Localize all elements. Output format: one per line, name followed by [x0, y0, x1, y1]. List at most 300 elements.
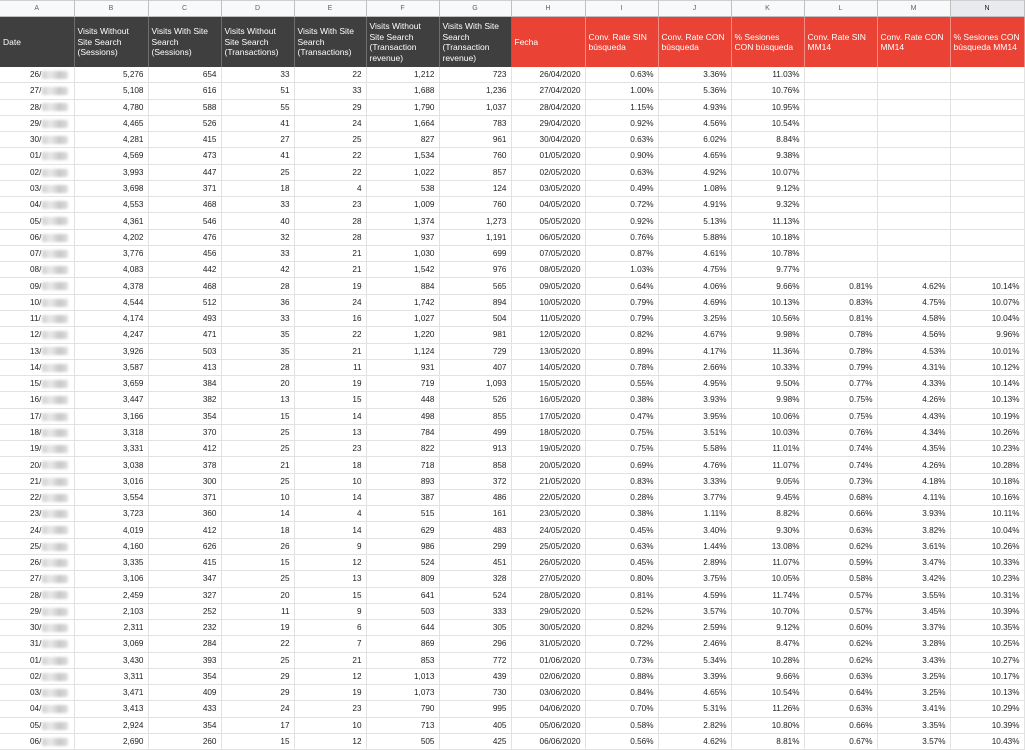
data-cell[interactable]: 2,103	[74, 603, 148, 619]
data-cell[interactable]: 378	[148, 457, 221, 473]
data-cell[interactable]: 354	[148, 668, 221, 684]
data-cell[interactable]: 10.33%	[731, 359, 804, 375]
data-cell[interactable]: 1,027	[366, 310, 439, 326]
data-cell[interactable]: 0.68%	[804, 489, 877, 505]
data-cell[interactable]: 0.63%	[585, 164, 658, 180]
date-cell[interactable]	[0, 571, 74, 587]
data-cell[interactable]: 10.14%	[950, 278, 1024, 294]
header-cell[interactable]: Conv. Rate CON búsqueda	[658, 17, 731, 68]
data-cell[interactable]: 21	[294, 262, 366, 278]
data-cell[interactable]: 447	[148, 164, 221, 180]
data-cell[interactable]: 730	[439, 685, 511, 701]
data-cell[interactable]: 15	[221, 733, 294, 749]
data-cell[interactable]: 0.82%	[585, 620, 658, 636]
data-cell[interactable]: 9	[294, 538, 366, 554]
data-cell[interactable]: 783	[439, 115, 511, 131]
data-cell[interactable]: 9.32%	[731, 197, 804, 213]
data-cell[interactable]: 822	[366, 441, 439, 457]
data-cell[interactable]: 7	[294, 636, 366, 652]
data-cell[interactable]: 296	[439, 636, 511, 652]
data-cell[interactable]: 471	[148, 327, 221, 343]
data-cell[interactable]: 354	[148, 717, 221, 733]
data-cell[interactable]: 0.56%	[585, 733, 658, 749]
data-cell[interactable]: 371	[148, 180, 221, 196]
data-cell[interactable]	[804, 132, 877, 148]
data-cell[interactable]: 468	[148, 278, 221, 294]
data-cell[interactable]: 3.93%	[658, 392, 731, 408]
data-cell[interactable]: 4,083	[74, 262, 148, 278]
data-cell[interactable]: 9.77%	[731, 262, 804, 278]
data-cell[interactable]: 588	[148, 99, 221, 115]
data-cell[interactable]	[804, 115, 877, 131]
header-cell[interactable]: Conv. Rate SIN MM14	[804, 17, 877, 68]
data-cell[interactable]	[950, 164, 1024, 180]
date-cell[interactable]	[0, 310, 74, 326]
data-cell[interactable]: 16/05/2020	[511, 392, 585, 408]
data-cell[interactable]: 10.39%	[950, 717, 1024, 733]
data-cell[interactable]: 1,742	[366, 294, 439, 310]
data-cell[interactable]: 0.90%	[585, 148, 658, 164]
data-cell[interactable]: 29	[294, 99, 366, 115]
date-cell[interactable]	[0, 148, 74, 164]
data-cell[interactable]: 3.40%	[658, 522, 731, 538]
data-cell[interactable]: 25	[221, 473, 294, 489]
date-cell[interactable]	[0, 603, 74, 619]
data-cell[interactable]	[877, 67, 950, 83]
data-cell[interactable]: 11.07%	[731, 457, 804, 473]
data-cell[interactable]: 0.59%	[804, 554, 877, 570]
data-cell[interactable]: 986	[366, 538, 439, 554]
data-cell[interactable]: 14/05/2020	[511, 359, 585, 375]
data-cell[interactable]: 0.92%	[585, 115, 658, 131]
data-cell[interactable]: 3,993	[74, 164, 148, 180]
data-cell[interactable]: 10.23%	[950, 571, 1024, 587]
data-cell[interactable]: 05/05/2020	[511, 213, 585, 229]
data-cell[interactable]	[877, 99, 950, 115]
data-cell[interactable]: 760	[439, 197, 511, 213]
data-cell[interactable]: 4.58%	[877, 310, 950, 326]
header-cell[interactable]: Fecha	[511, 17, 585, 68]
data-cell[interactable]: 25	[294, 132, 366, 148]
data-cell[interactable]: 4.35%	[877, 441, 950, 457]
data-cell[interactable]: 10.80%	[731, 717, 804, 733]
data-cell[interactable]: 11	[221, 603, 294, 619]
data-cell[interactable]: 0.58%	[804, 571, 877, 587]
data-cell[interactable]: 1,374	[366, 213, 439, 229]
data-cell[interactable]: 19/05/2020	[511, 441, 585, 457]
data-cell[interactable]: 0.67%	[804, 733, 877, 749]
data-cell[interactable]: 10.25%	[950, 636, 1024, 652]
data-cell[interactable]: 5.31%	[658, 701, 731, 717]
data-cell[interactable]: 629	[366, 522, 439, 538]
data-cell[interactable]: 3,554	[74, 489, 148, 505]
data-cell[interactable]: 0.69%	[585, 457, 658, 473]
data-cell[interactable]: 5,108	[74, 83, 148, 99]
data-cell[interactable]: 641	[366, 587, 439, 603]
data-cell[interactable]: 4.43%	[877, 408, 950, 424]
data-cell[interactable]: 6	[294, 620, 366, 636]
data-cell[interactable]: 0.78%	[804, 327, 877, 343]
data-cell[interactable]: 55	[221, 99, 294, 115]
data-cell[interactable]: 22	[294, 67, 366, 83]
data-cell[interactable]: 8.47%	[731, 636, 804, 652]
data-cell[interactable]: 10.56%	[731, 310, 804, 326]
data-cell[interactable]	[804, 213, 877, 229]
data-cell[interactable]: 35	[221, 327, 294, 343]
data-cell[interactable]: 9.50%	[731, 376, 804, 392]
data-cell[interactable]: 29/04/2020	[511, 115, 585, 131]
data-cell[interactable]: 11.03%	[731, 67, 804, 83]
data-cell[interactable]: 3,038	[74, 457, 148, 473]
data-cell[interactable]: 4.26%	[877, 457, 950, 473]
data-cell[interactable]: 9.12%	[731, 180, 804, 196]
data-cell[interactable]: 10.35%	[950, 620, 1024, 636]
data-cell[interactable]: 3,311	[74, 668, 148, 684]
data-cell[interactable]: 10.13%	[950, 685, 1024, 701]
data-cell[interactable]	[877, 197, 950, 213]
data-cell[interactable]: 22	[294, 148, 366, 164]
data-cell[interactable]: 3,016	[74, 473, 148, 489]
data-cell[interactable]: 3.41%	[877, 701, 950, 717]
column-header-k[interactable]: K	[731, 1, 804, 17]
data-cell[interactable]	[877, 132, 950, 148]
data-cell[interactable]: 10.18%	[731, 229, 804, 245]
data-cell[interactable]: 25	[221, 164, 294, 180]
data-cell[interactable]: 1.44%	[658, 538, 731, 554]
data-cell[interactable]: 504	[439, 310, 511, 326]
data-cell[interactable]: 4.11%	[877, 489, 950, 505]
data-cell[interactable]: 0.83%	[804, 294, 877, 310]
date-cell[interactable]	[0, 245, 74, 261]
data-cell[interactable]: 1.11%	[658, 506, 731, 522]
data-cell[interactable]: 28	[221, 278, 294, 294]
date-cell[interactable]	[0, 457, 74, 473]
data-cell[interactable]: 03/05/2020	[511, 180, 585, 196]
data-cell[interactable]: 858	[439, 457, 511, 473]
data-cell[interactable]: 24	[294, 115, 366, 131]
data-cell[interactable]: 9.45%	[731, 489, 804, 505]
data-cell[interactable]: 0.74%	[804, 457, 877, 473]
date-cell[interactable]	[0, 164, 74, 180]
data-cell[interactable]: 4.65%	[658, 148, 731, 164]
data-cell[interactable]: 10	[221, 489, 294, 505]
data-cell[interactable]: 407	[439, 359, 511, 375]
data-cell[interactable]: 415	[148, 132, 221, 148]
data-cell[interactable]: 3.47%	[877, 554, 950, 570]
data-cell[interactable]: 0.84%	[585, 685, 658, 701]
data-cell[interactable]: 493	[148, 310, 221, 326]
date-cell[interactable]	[0, 636, 74, 652]
data-cell[interactable]: 546	[148, 213, 221, 229]
column-header-c[interactable]: C	[148, 1, 221, 17]
data-cell[interactable]: 260	[148, 733, 221, 749]
data-cell[interactable]: 371	[148, 489, 221, 505]
data-cell[interactable]: 04/05/2020	[511, 197, 585, 213]
data-cell[interactable]: 10.18%	[950, 473, 1024, 489]
header-cell[interactable]: Visits Without Site Search (Sessions)	[74, 17, 148, 68]
data-cell[interactable]: 869	[366, 636, 439, 652]
data-cell[interactable]: 13	[221, 392, 294, 408]
date-cell[interactable]	[0, 668, 74, 684]
data-cell[interactable]: 937	[366, 229, 439, 245]
data-cell[interactable]	[877, 164, 950, 180]
data-cell[interactable]: 719	[366, 376, 439, 392]
data-cell[interactable]: 4,160	[74, 538, 148, 554]
data-cell[interactable]: 19	[294, 376, 366, 392]
data-cell[interactable]: 0.64%	[804, 685, 877, 701]
data-cell[interactable]: 4.95%	[658, 376, 731, 392]
data-cell[interactable]: 2,459	[74, 587, 148, 603]
data-cell[interactable]: 1.15%	[585, 99, 658, 115]
data-cell[interactable]: 1,093	[439, 376, 511, 392]
data-cell[interactable]: 20	[221, 376, 294, 392]
data-cell[interactable]: 25	[221, 571, 294, 587]
date-cell[interactable]	[0, 538, 74, 554]
data-cell[interactable]: 10.13%	[950, 392, 1024, 408]
data-cell[interactable]: 9.38%	[731, 148, 804, 164]
column-header-g[interactable]: G	[439, 1, 511, 17]
data-cell[interactable]: 3.43%	[877, 652, 950, 668]
data-cell[interactable]: 14	[294, 522, 366, 538]
data-cell[interactable]: 2.66%	[658, 359, 731, 375]
data-cell[interactable]: 10/05/2020	[511, 294, 585, 310]
data-cell[interactable]: 10.03%	[731, 424, 804, 440]
data-cell[interactable]: 29	[221, 685, 294, 701]
data-cell[interactable]: 0.72%	[585, 636, 658, 652]
data-cell[interactable]: 10.13%	[731, 294, 804, 310]
data-cell[interactable]: 40	[221, 213, 294, 229]
data-cell[interactable]: 370	[148, 424, 221, 440]
data-cell[interactable]: 33	[221, 310, 294, 326]
data-cell[interactable]: 0.58%	[585, 717, 658, 733]
data-cell[interactable]: 03/06/2020	[511, 685, 585, 701]
data-cell[interactable]	[950, 229, 1024, 245]
data-cell[interactable]	[804, 99, 877, 115]
header-cell[interactable]: Visits With Site Search (Transaction revenue)	[439, 17, 511, 68]
data-cell[interactable]: 503	[366, 603, 439, 619]
data-cell[interactable]: 995	[439, 701, 511, 717]
data-cell[interactable]: 3.77%	[658, 489, 731, 505]
data-cell[interactable]: 0.60%	[804, 620, 877, 636]
data-cell[interactable]: 33	[221, 67, 294, 83]
column-header-f[interactable]: F	[366, 1, 439, 17]
data-cell[interactable]: 9.66%	[731, 278, 804, 294]
data-cell[interactable]	[950, 180, 1024, 196]
data-cell[interactable]: 300	[148, 473, 221, 489]
data-cell[interactable]: 4.62%	[877, 278, 950, 294]
data-cell[interactable]: 3,723	[74, 506, 148, 522]
data-cell[interactable]	[804, 180, 877, 196]
data-cell[interactable]: 4,544	[74, 294, 148, 310]
data-cell[interactable]: 5.34%	[658, 652, 731, 668]
data-cell[interactable]: 21	[294, 245, 366, 261]
data-cell[interactable]: 0.45%	[585, 554, 658, 570]
data-cell[interactable]: 20/05/2020	[511, 457, 585, 473]
date-cell[interactable]	[0, 99, 74, 115]
date-cell[interactable]	[0, 441, 74, 457]
data-cell[interactable]: 4,465	[74, 115, 148, 131]
data-cell[interactable]	[877, 213, 950, 229]
data-cell[interactable]: 13	[294, 571, 366, 587]
data-cell[interactable]: 0.63%	[585, 132, 658, 148]
data-cell[interactable]: 931	[366, 359, 439, 375]
data-cell[interactable]: 0.49%	[585, 180, 658, 196]
data-cell[interactable]: 29	[221, 668, 294, 684]
data-cell[interactable]: 1,790	[366, 99, 439, 115]
data-cell[interactable]: 0.79%	[585, 294, 658, 310]
data-cell[interactable]: 3.45%	[877, 603, 950, 619]
data-cell[interactable]: 382	[148, 392, 221, 408]
data-cell[interactable]: 1,037	[439, 99, 511, 115]
data-cell[interactable]: 3,331	[74, 441, 148, 457]
data-cell[interactable]: 14	[294, 408, 366, 424]
data-cell[interactable]: 0.64%	[585, 278, 658, 294]
header-cell[interactable]: % Sesiones CON búsqueda	[731, 17, 804, 68]
date-cell[interactable]	[0, 489, 74, 505]
data-cell[interactable]: 1,073	[366, 685, 439, 701]
data-cell[interactable]: 626	[148, 538, 221, 554]
date-cell[interactable]	[0, 392, 74, 408]
data-cell[interactable]	[950, 245, 1024, 261]
header-cell[interactable]: % Sesiones CON búsqueda MM14	[950, 17, 1024, 68]
data-cell[interactable]: 524	[439, 587, 511, 603]
data-cell[interactable]: 3,413	[74, 701, 148, 717]
column-header-b[interactable]: B	[74, 1, 148, 17]
data-cell[interactable]: 565	[439, 278, 511, 294]
data-cell[interactable]: 961	[439, 132, 511, 148]
data-cell[interactable]: 723	[439, 67, 511, 83]
data-cell[interactable]: 5.36%	[658, 83, 731, 99]
data-cell[interactable]: 11.01%	[731, 441, 804, 457]
data-cell[interactable]	[950, 83, 1024, 99]
data-cell[interactable]: 476	[148, 229, 221, 245]
header-cell[interactable]: Conv. Rate SIN búsqueda	[585, 17, 658, 68]
data-cell[interactable]: 499	[439, 424, 511, 440]
data-cell[interactable]: 354	[148, 408, 221, 424]
data-cell[interactable]: 21	[294, 652, 366, 668]
data-cell[interactable]: 3.36%	[658, 67, 731, 83]
data-cell[interactable]: 372	[439, 473, 511, 489]
data-cell[interactable]: 0.66%	[804, 717, 877, 733]
data-cell[interactable]: 3,776	[74, 245, 148, 261]
data-cell[interactable]	[877, 148, 950, 164]
data-cell[interactable]: 2.59%	[658, 620, 731, 636]
date-cell[interactable]	[0, 473, 74, 489]
data-cell[interactable]: 412	[148, 441, 221, 457]
data-cell[interactable]: 1.00%	[585, 83, 658, 99]
data-cell[interactable]: 4.56%	[877, 327, 950, 343]
data-cell[interactable]: 3.82%	[877, 522, 950, 538]
data-cell[interactable]: 981	[439, 327, 511, 343]
data-cell[interactable]: 0.72%	[585, 197, 658, 213]
data-cell[interactable]: 8.84%	[731, 132, 804, 148]
data-cell[interactable]: 42	[221, 262, 294, 278]
data-cell[interactable]: 13.08%	[731, 538, 804, 554]
data-cell[interactable]: 24	[221, 701, 294, 717]
data-cell[interactable]: 0.74%	[804, 441, 877, 457]
date-cell[interactable]	[0, 197, 74, 213]
data-cell[interactable]: 1,542	[366, 262, 439, 278]
column-header-h[interactable]: H	[511, 1, 585, 17]
date-cell[interactable]	[0, 67, 74, 83]
data-cell[interactable]: 772	[439, 652, 511, 668]
date-cell[interactable]	[0, 180, 74, 196]
data-cell[interactable]: 10.70%	[731, 603, 804, 619]
data-cell[interactable]: 760	[439, 148, 511, 164]
data-cell[interactable]: 0.70%	[585, 701, 658, 717]
data-cell[interactable]: 15	[221, 554, 294, 570]
date-cell[interactable]	[0, 83, 74, 99]
date-cell[interactable]	[0, 424, 74, 440]
data-cell[interactable]: 413	[148, 359, 221, 375]
column-header-d[interactable]: D	[221, 1, 294, 17]
data-cell[interactable]: 26	[221, 538, 294, 554]
data-cell[interactable]: 4,378	[74, 278, 148, 294]
date-cell[interactable]	[0, 213, 74, 229]
data-cell[interactable]: 0.87%	[585, 245, 658, 261]
data-cell[interactable]: 4.53%	[877, 343, 950, 359]
date-cell[interactable]	[0, 554, 74, 570]
data-cell[interactable]	[877, 245, 950, 261]
data-cell[interactable]: 11	[294, 359, 366, 375]
data-cell[interactable]: 17	[221, 717, 294, 733]
data-cell[interactable]: 23	[294, 701, 366, 717]
data-cell[interactable]: 0.57%	[804, 587, 877, 603]
data-cell[interactable]: 4.92%	[658, 164, 731, 180]
data-cell[interactable]: 0.92%	[585, 213, 658, 229]
data-cell[interactable]: 4.18%	[877, 473, 950, 489]
data-cell[interactable]: 729	[439, 343, 511, 359]
data-cell[interactable]: 05/06/2020	[511, 717, 585, 733]
data-cell[interactable]: 10.05%	[731, 571, 804, 587]
data-cell[interactable]: 0.77%	[804, 376, 877, 392]
date-cell[interactable]	[0, 685, 74, 701]
data-cell[interactable]: 486	[439, 489, 511, 505]
data-cell[interactable]: 15	[221, 408, 294, 424]
data-cell[interactable]: 15/05/2020	[511, 376, 585, 392]
data-cell[interactable]: 1.08%	[658, 180, 731, 196]
data-cell[interactable]: 13/05/2020	[511, 343, 585, 359]
data-cell[interactable]: 9	[294, 603, 366, 619]
data-cell[interactable]	[950, 148, 1024, 164]
data-cell[interactable]: 0.62%	[804, 636, 877, 652]
data-cell[interactable]: 10.23%	[950, 441, 1024, 457]
data-cell[interactable]: 857	[439, 164, 511, 180]
data-cell[interactable]: 26/04/2020	[511, 67, 585, 83]
data-cell[interactable]: 22	[294, 327, 366, 343]
data-cell[interactable]: 387	[366, 489, 439, 505]
data-cell[interactable]: 22	[294, 164, 366, 180]
data-cell[interactable]: 3,659	[74, 376, 148, 392]
data-cell[interactable]: 0.82%	[585, 327, 658, 343]
data-cell[interactable]: 4.67%	[658, 327, 731, 343]
data-cell[interactable]	[804, 197, 877, 213]
date-cell[interactable]	[0, 522, 74, 538]
data-cell[interactable]: 06/06/2020	[511, 733, 585, 749]
data-cell[interactable]	[804, 164, 877, 180]
data-cell[interactable]: 894	[439, 294, 511, 310]
data-cell[interactable]: 333	[439, 603, 511, 619]
date-cell[interactable]	[0, 733, 74, 749]
data-cell[interactable]: 28	[294, 213, 366, 229]
data-cell[interactable]: 29/05/2020	[511, 603, 585, 619]
data-cell[interactable]: 409	[148, 685, 221, 701]
data-cell[interactable]	[877, 229, 950, 245]
data-cell[interactable]: 1,688	[366, 83, 439, 99]
data-cell[interactable]: 3.51%	[658, 424, 731, 440]
data-cell[interactable]: 1,022	[366, 164, 439, 180]
data-cell[interactable]: 405	[439, 717, 511, 733]
